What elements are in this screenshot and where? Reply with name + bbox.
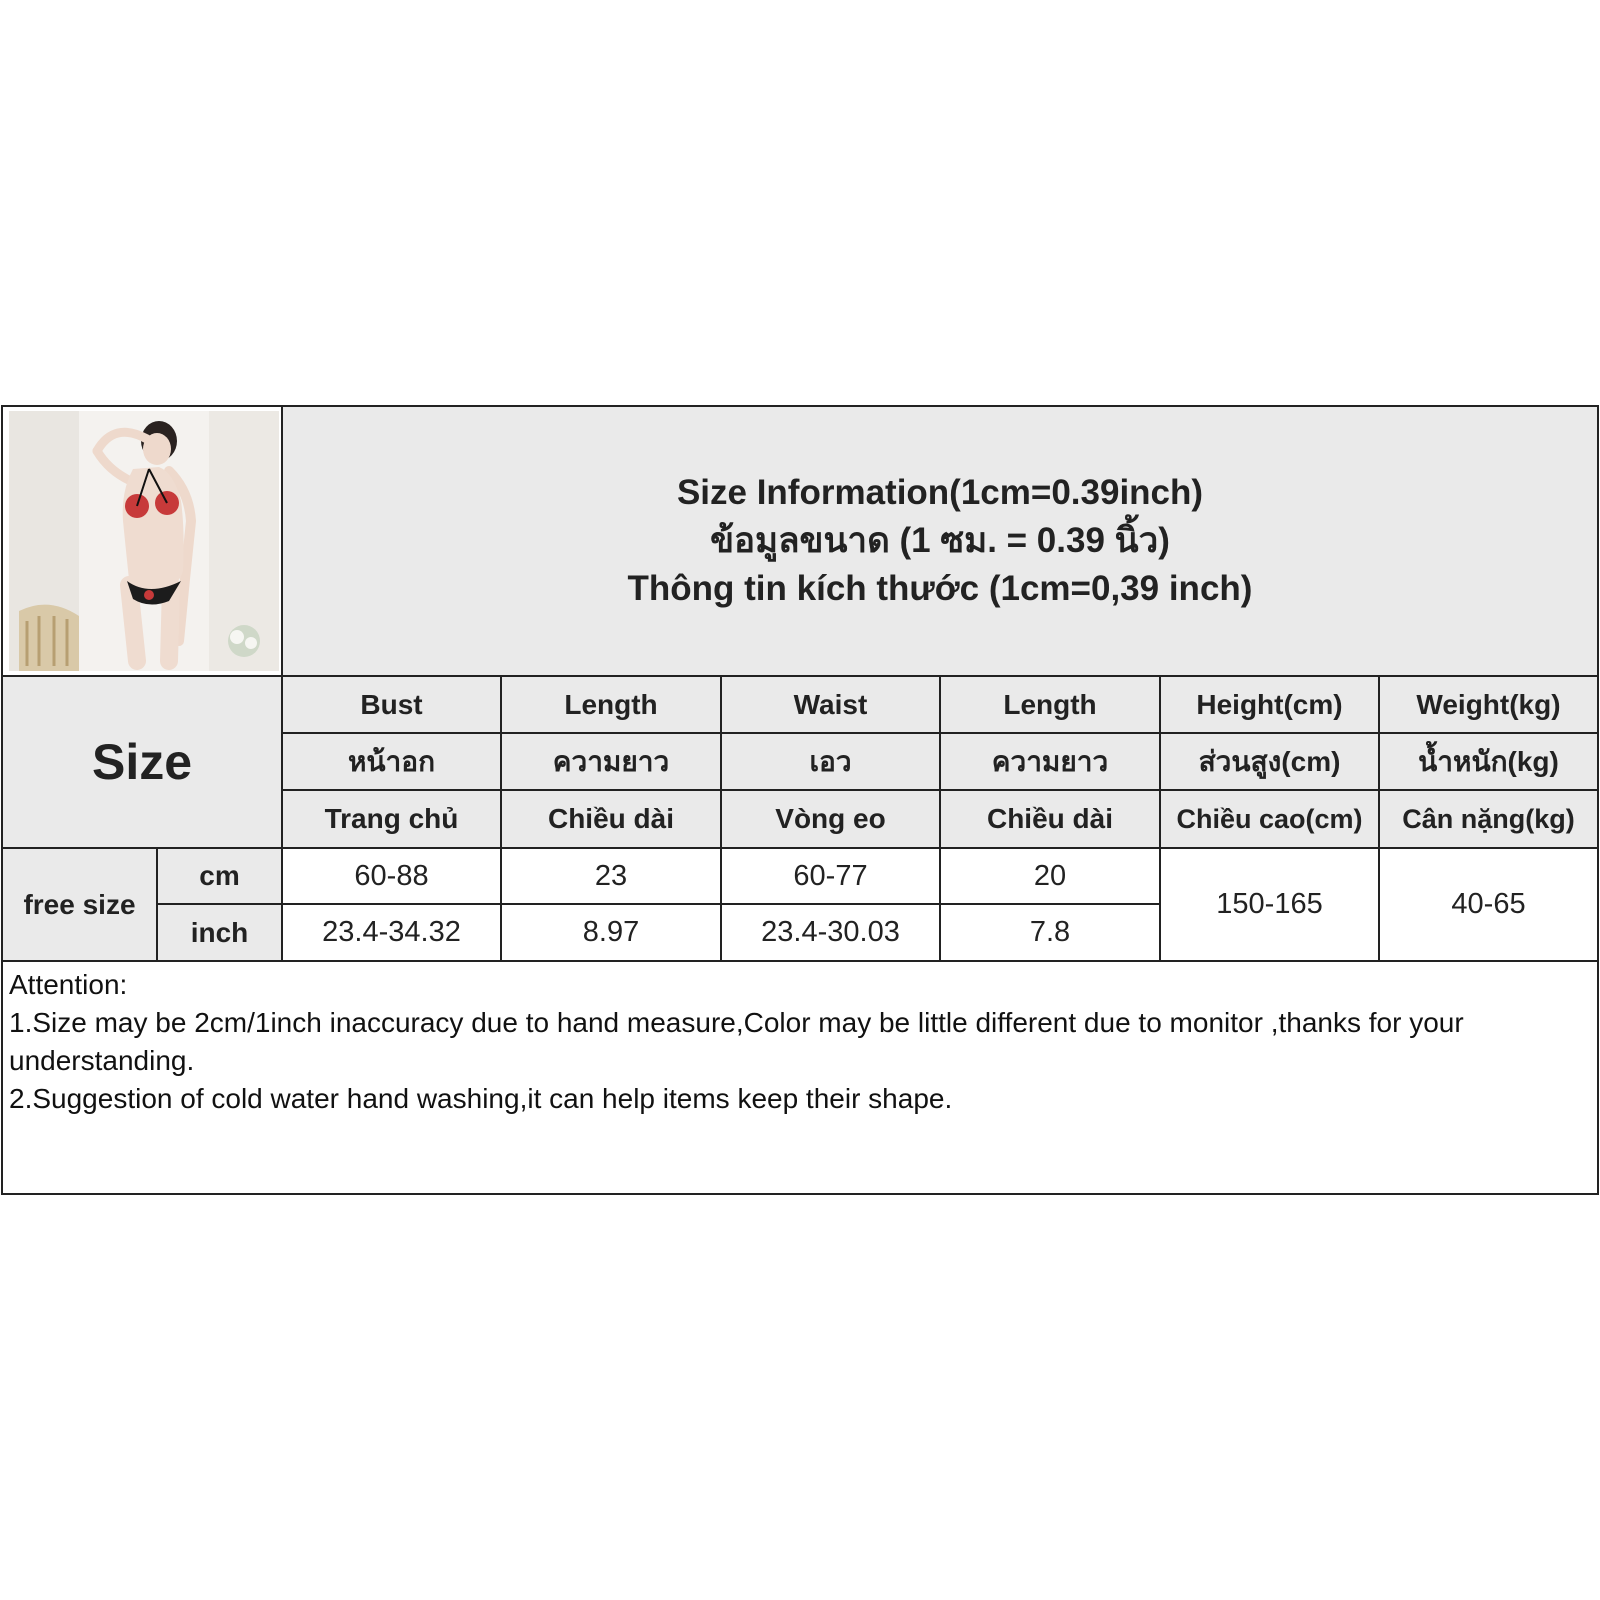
col-height-th: ส่วนสูง(cm)	[1161, 734, 1380, 791]
title-english: Size Information(1cm=0.39inch)	[676, 473, 1204, 512]
col-height-en: Height(cm)	[1161, 677, 1380, 734]
col-bust-th: หน้าอก	[283, 734, 502, 791]
title-vietnamese: Thông tin kích thước (1cm=0,39 inch)	[627, 569, 1253, 608]
col-waist-th: เอว	[722, 734, 941, 791]
col-length-th: ความยาว	[502, 734, 722, 791]
unit-cm: cm	[158, 849, 283, 905]
title-thai: ข้อมูลขนาด (1 ซม. = 0.39 นิ้ว)	[710, 521, 1170, 560]
attention-note-2: 2.Suggestion of cold water hand washing,it can help items keep their shape.	[9, 1083, 953, 1114]
col-length2-en: Length	[941, 677, 1161, 734]
col-weight-vi: Cân nặng(kg)	[1380, 791, 1597, 849]
product-photo	[3, 407, 283, 677]
length-inch: 8.97	[502, 905, 722, 962]
attention-heading: Attention:	[9, 969, 128, 1000]
row-label-free-size: free size	[3, 849, 158, 962]
col-length-vi: Chiều dài	[502, 791, 722, 849]
col-bust-en: Bust	[283, 677, 502, 734]
col-bust-vi: Trang chủ	[283, 791, 502, 849]
col-weight-th: น้ำหนัก(kg)	[1380, 734, 1597, 791]
unit-inch: inch	[158, 905, 283, 962]
col-length2-th: ความยาว	[941, 734, 1161, 791]
length2-cm: 20	[941, 849, 1161, 905]
col-weight-en: Weight(kg)	[1380, 677, 1597, 734]
length2-inch: 7.8	[941, 905, 1161, 962]
bust-cm: 60-88	[283, 849, 502, 905]
attention-notes	[3, 962, 1597, 1193]
product-image	[9, 411, 279, 671]
col-height-vi: Chiều cao(cm)	[1161, 791, 1380, 849]
waist-cm: 60-77	[722, 849, 941, 905]
size-label: Size	[3, 677, 283, 849]
col-waist-en: Waist	[722, 677, 941, 734]
col-length-en: Length	[502, 677, 722, 734]
col-length2-vi: Chiều dài	[941, 791, 1161, 849]
bust-inch: 23.4-34.32	[283, 905, 502, 962]
weight-value: 40-65	[1380, 849, 1597, 962]
attention-note-1: 1.Size may be 2cm/1inch inaccuracy due to hand measure,Color may be little different due to monitor ,thanks for your understanding.	[9, 1007, 1464, 1076]
size-info-title	[283, 407, 1597, 677]
size-chart	[1, 405, 1599, 1195]
col-waist-vi: Vòng eo	[722, 791, 941, 849]
height-value: 150-165	[1161, 849, 1380, 962]
waist-inch: 23.4-30.03	[722, 905, 941, 962]
length-cm: 23	[502, 849, 722, 905]
model-illustration	[9, 411, 279, 671]
